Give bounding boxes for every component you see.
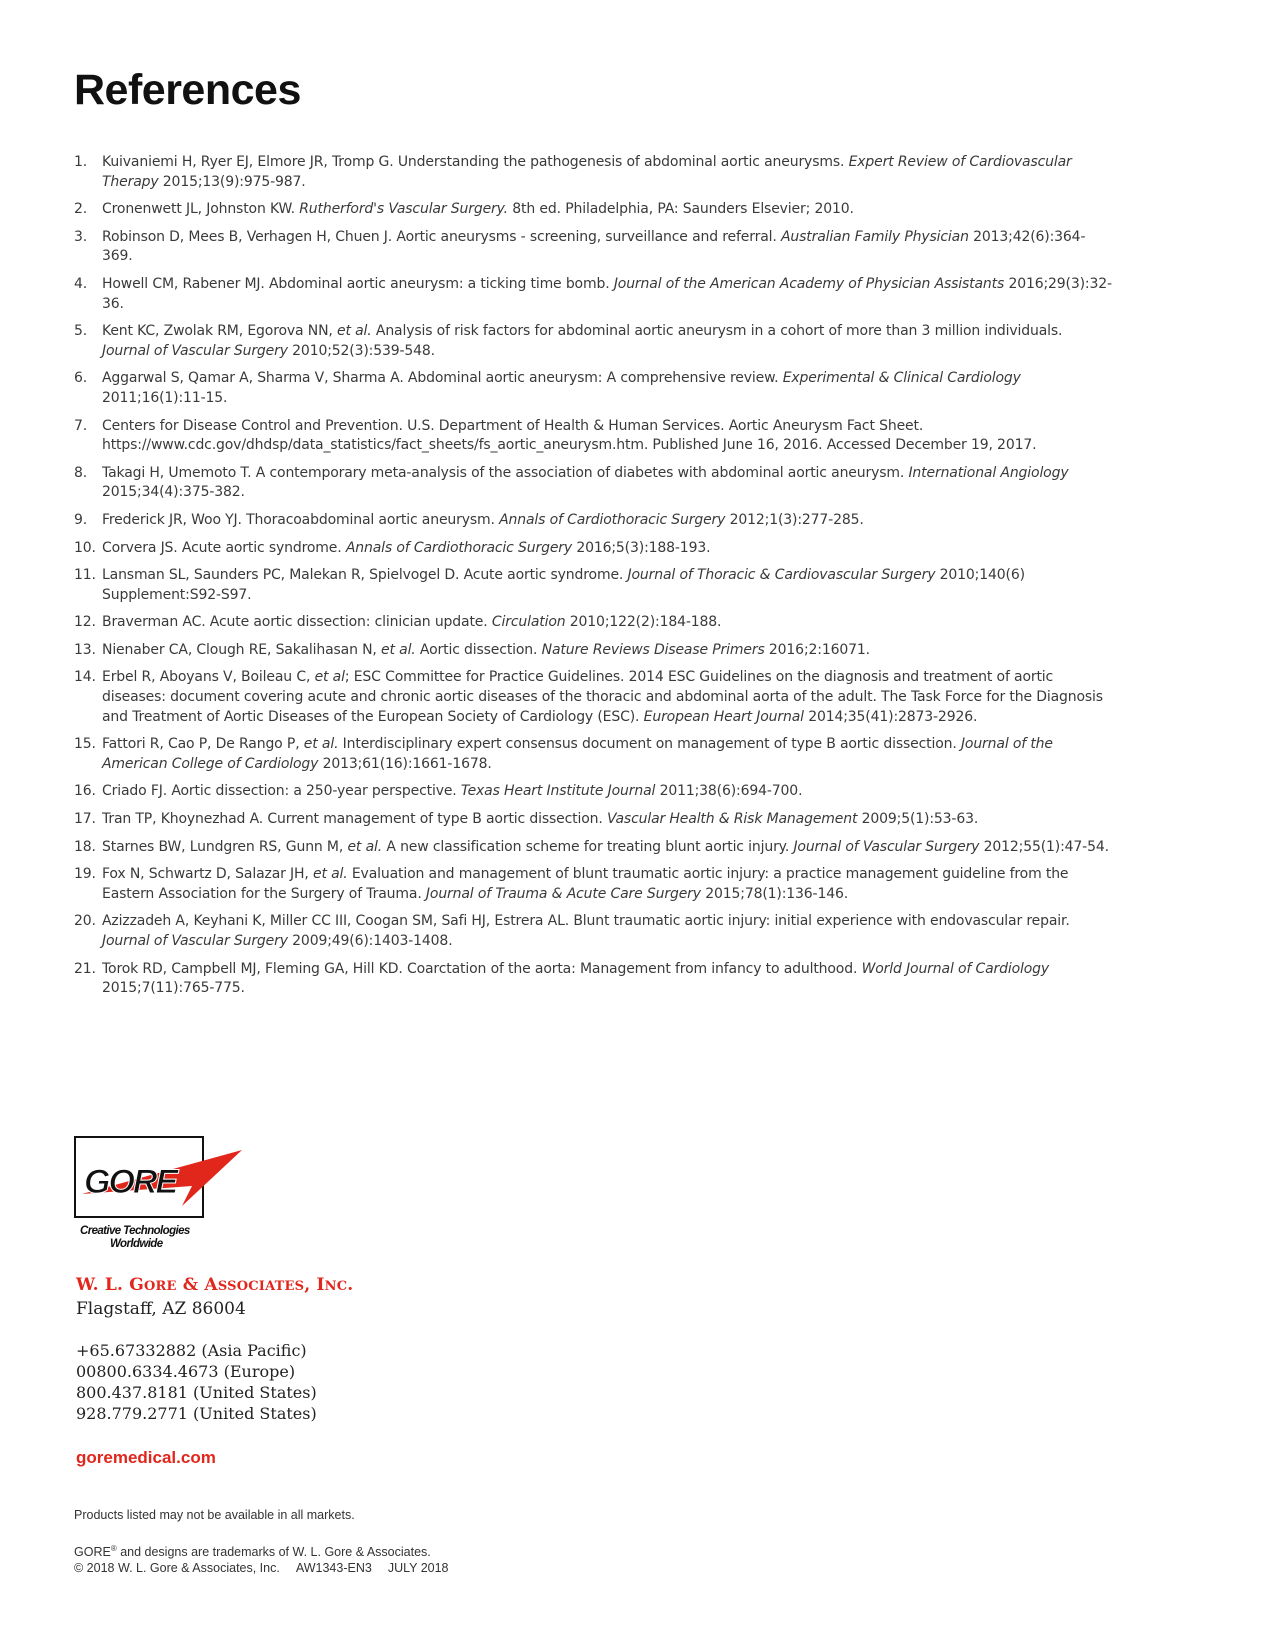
document-code: AW1343-EN3 xyxy=(295,1561,372,1576)
copyright-line: © 2018 W. L. Gore & Associates, Inc. AW1343-EN3 JULY 2018 xyxy=(74,1561,449,1576)
logo-tagline-1: Creative Technologies xyxy=(80,1225,190,1237)
reference-item: 20. Azizzadeh A, Keyhani K, Miller CC III, Coogan SM, Safi HJ, Estrera AL. Blunt traumatic aortic injury: initial experience with endovascular repair. Journal of Vascular Surgery 2009;49(6):1403-1408. xyxy=(74,913,1070,949)
reference-item: 1. Kuivaniemi H, Ryer EJ, Elmore JR, Tromp G. Understanding the pathogenesis of abdominal aortic aneurysms. Expert Review of Cardiovascular Therapy 2015;13(9):975-987. xyxy=(74,154,1072,190)
reference-item: 2. Cronenwett JL, Johnston KW. Rutherford's Vascular Surgery. 8th ed. Philadelphia, PA: Saunders Elsevier; 2010. xyxy=(74,201,854,218)
reference-item: 21. Torok RD, Campbell MJ, Fleming GA, Hill KD. Coarctation of the aorta: Management from infancy to adulthood. World Journal of Cardiology 2015;7(11):765-775. xyxy=(74,960,1050,997)
availability-disclaimer: Products listed may not be available in all markets. xyxy=(74,1508,355,1522)
reference-item: 6. Aggarwal S, Qamar A, Sharma V, Sharma A. Abdominal aortic aneurysm: A comprehensive review. Experimental & Clinical Cardiology 2011;16(1):11-15. xyxy=(74,370,1021,406)
reference-item: 9. Frederick JR, Woo YJ. Thoracoabdominal aortic aneurysm. Annals of Cardiothoracic Surgery 2012;1(3):277-285. xyxy=(74,511,864,528)
reference-item: 11. Lansman SL, Saunders PC, Malekan R, Spielvogel D. Acute aortic syndrome. Journal of Thoracic & Cardiovascular Surgery 2010;140(6) Supplement:S92-S97. xyxy=(74,567,1025,603)
page-title: References xyxy=(74,66,301,114)
reference-item: 16. Criado FJ. Aortic dissection: a 250-year perspective. Texas Heart Institute Journal 2011;38(6):694-700. xyxy=(74,783,803,800)
logo-wordmark: GORE xyxy=(84,1163,177,1201)
reference-item: 13. Nienaber CA, Clough RE, Sakalihasan N, et al. Aortic dissection. Nature Reviews Disease Primers 2016;2:16071. xyxy=(74,641,870,658)
phone-united-states-1: 800.437.8181 (United States) xyxy=(76,1383,317,1402)
reference-item: 7. Centers for Disease Control and Prevention. U.S. Department of Health & Human Services. Aortic Aneurysm Fact Sheet. https://www.cdc.gov/dhdsp/data_statistics/fact_sheets/fs_aortic_aneurysm.htm. Published June 16, 2016. Accessed December 19, 2017. xyxy=(74,417,1037,454)
reference-item: 10. Corvera JS. Acute aortic syndrome. Annals of Cardiothoracic Surgery 2016;5(3):188-193. xyxy=(74,539,711,556)
logo-tagline-2: Worldwide xyxy=(110,1238,163,1250)
company-block xyxy=(76,1274,353,1320)
reference-item: 19. Fox N, Schwartz D, Salazar JH, et al. Evaluation and management of blunt traumatic aortic injury: a practice management guideline from the Eastern Association for the Surgery of Trauma. Journal of Trauma & Acute Care Surgery 2015;78(1):136-146. xyxy=(74,866,1069,902)
reference-item: 4. Howell CM, Rabener MJ. Abdominal aortic aneurysm: a ticking time bomb. Journal of the American Academy of Physician Assistants 2016;29(3):32-36. xyxy=(74,275,1112,312)
trademark-notice: GORE® and designs are trademarks of W. L. Gore & Associates. xyxy=(74,1544,431,1560)
reference-item: 17. Tran TP, Khoynezhad A. Current management of type B aortic dissection. Vascular Health & Risk Management 2009;5(1):53-63. xyxy=(74,811,979,828)
phone-united-states-2: 928.779.2771 (United States) xyxy=(76,1404,317,1423)
reference-item: 18. Starnes BW, Lundgren RS, Gunn M, et al. A new classification scheme for treating blunt aortic injury. Journal of Vascular Surgery 2012;55(1):47-54. xyxy=(74,838,1109,855)
phone-europe: 00800.6334.4673 (Europe) xyxy=(76,1362,296,1381)
reference-item: 3. Robinson D, Mees B, Verhagen H, Chuen J. Aortic aneurysms - screening, surveillance and referral. Australian Family Physician 2013;42(6):364-369. xyxy=(74,228,1086,265)
reference-item: 5. Kent KC, Zwolak RM, Egorova NN, et al. Analysis of risk factors for abdominal aortic aneurysm in a cohort of more than 3 million individuals. Journal of Vascular Surgery 2010;52(3):539-548. xyxy=(74,323,1063,359)
reference-item: 15. Fattori R, Cao P, De Rango P, et al. Interdisciplinary expert consensus document on management of type B aortic dissection. Journal of the American College of Cardiology 2013;61(16):1661-1678. xyxy=(74,736,1053,772)
gore-logo xyxy=(74,1136,264,1256)
footer xyxy=(74,1507,449,1576)
document-date: JULY 2018 xyxy=(387,1561,449,1576)
phone-list xyxy=(76,1340,317,1424)
reference-item: 12. Braverman AC. Acute aortic dissection: clinician update. Circulation 2010;122(2):184-188. xyxy=(74,614,722,631)
references-list xyxy=(74,153,1114,1007)
reference-item: 8. Takagi H, Umemoto T. A contemporary meta-analysis of the association of diabetes with abdominal aortic aneurysm. International Angiology 2015;34(4):375-382. xyxy=(74,464,1069,501)
website-link[interactable]: goremedical.com xyxy=(76,1448,216,1467)
company-name: W. L. GORE & ASSOCIATES, INC. xyxy=(76,1275,354,1295)
company-address: Flagstaff, AZ 86004 xyxy=(76,1299,246,1319)
reference-item: 14. Erbel R, Aboyans V, Boileau C, et al; ESC Committee for Practice Guidelines. 2014 ESC Guidelines on the diagnosis and treatment of aortic diseases: document covering acute and chronic aortic diseases of the thoracic and abdominal aorta of the adult. The Task Force for the Diagnosis and Treatment of Aortic Diseases of the European Society of Cardiology (ESC). European Heart Journal 2014;35(41):2873-2926. xyxy=(74,669,1103,725)
phone-asia-pacific: +65.67332882 (Asia Pacific) xyxy=(76,1341,307,1360)
